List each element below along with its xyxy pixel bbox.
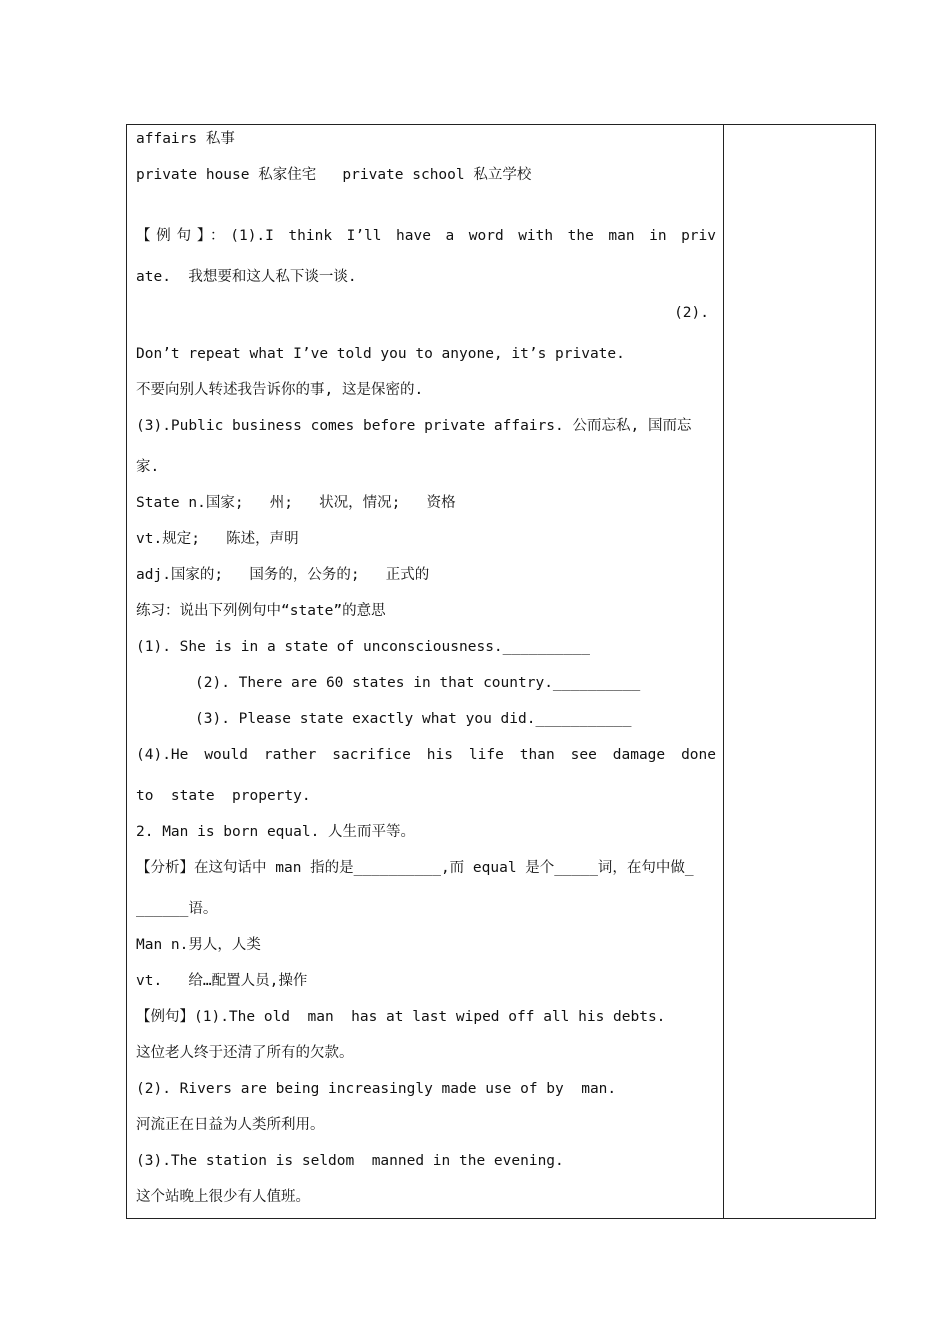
exercise-item-4b: to state property. (136, 788, 311, 804)
man-example-1b: 这位老人终于还清了所有的欠款。 (136, 1045, 354, 1061)
man-noun-definition: Man n.男人，人类 (136, 937, 261, 953)
example-line-2b: 不要向别人转述我告诉你的事, 这是保密的. (136, 382, 424, 398)
exercise-item-4a: (4).He would rather sacrifice his life than see damage done (136, 747, 716, 763)
man-verb-definition: vt. 给…配置人员,操作 (136, 973, 308, 989)
exercise-item-2: (2). There are 60 states in that country.__________ (195, 675, 641, 691)
example-number-2: (2). (674, 305, 709, 321)
sentence-man-born-equal: 2. Man is born equal. 人生而平等。 (136, 824, 416, 840)
man-example-2a: (2). Rivers are being increasingly made use of by man. (136, 1081, 617, 1097)
example-line-2a: Don’t repeat what I’ve told you to anyone, it’s private. (136, 346, 625, 362)
example-line-3a: (3).Public business comes before private affairs. 公而忘私, 国而忘 (136, 418, 692, 434)
content-table (126, 124, 876, 1219)
text-line-private-house: private house 私家住宅 private school 私立学校 (136, 167, 532, 183)
example-line-1a: 【例句】：(1).I think I’ll have a word with the man in priv (136, 228, 716, 244)
column-divider (723, 125, 724, 1218)
man-example-1a: 【例句】(1).The old man has at last wiped off all his debts. (136, 1009, 666, 1025)
man-example-3b: 这个站晚上很少有人值班。 (136, 1189, 310, 1205)
man-example-3a: (3).The station is seldom manned in the evening. (136, 1153, 564, 1169)
example-line-3b: 家. (136, 459, 160, 475)
exercise-heading: 练习：说出下列例句中“state”的意思 (136, 603, 386, 619)
state-adj-definition: adj.国家的; 国务的，公务的; 正式的 (136, 567, 430, 583)
analysis-line-b: ______语。 (136, 901, 218, 917)
exercise-item-1: (1). She is in a state of unconsciousness.__________ (136, 639, 590, 655)
analysis-line-a: 【分析】在这句话中 man 指的是__________,而 equal 是个_____词，在句中做_ (136, 860, 694, 876)
text-line-affairs: affairs 私事 (136, 131, 235, 147)
exercise-item-3: (3). Please state exactly what you did.___________ (195, 711, 632, 727)
example-line-1b: ate. 我想要和这人私下谈一谈. (136, 269, 357, 285)
man-example-2b: 河流正在日益为人类所利用。 (136, 1117, 325, 1133)
state-noun-definition: State n.国家; 州; 状况，情况; 资格 (136, 495, 456, 511)
state-verb-definition: vt.规定; 陈述，声明 (136, 531, 299, 547)
